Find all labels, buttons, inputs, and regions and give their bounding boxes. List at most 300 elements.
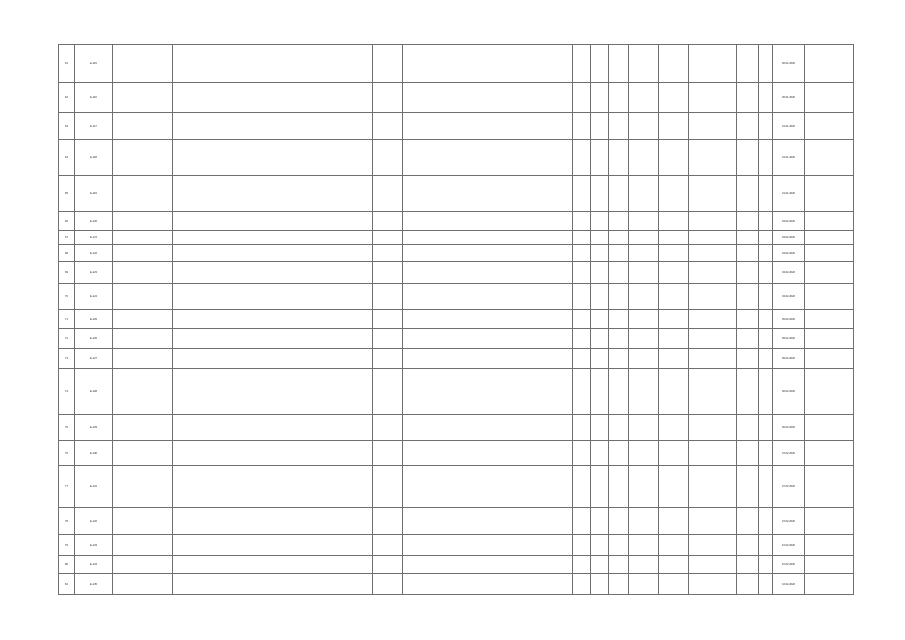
category-cell <box>689 284 737 310</box>
applicant-cell <box>113 212 173 231</box>
table-row <box>59 176 854 212</box>
document-number-cell: Е-115 <box>75 45 113 83</box>
table-row <box>59 369 854 415</box>
category-cell <box>689 176 737 212</box>
area-cell <box>573 83 591 113</box>
region-cell <box>373 45 403 83</box>
category-code-cell <box>737 284 759 310</box>
category-cell <box>689 45 737 83</box>
height-cell <box>609 45 629 83</box>
table-row <box>59 310 854 329</box>
subject-cell <box>173 441 373 466</box>
category-code-cell <box>737 349 759 369</box>
designer-cell <box>805 262 854 284</box>
address-cell <box>403 310 573 329</box>
class-cell <box>759 45 773 83</box>
region-cell <box>373 466 403 508</box>
row-number-cell: 68 <box>59 245 75 262</box>
area-cell <box>573 329 591 349</box>
height-cell <box>609 262 629 284</box>
class-cell <box>759 556 773 574</box>
row-number-cell: 62 <box>59 83 75 113</box>
region-cell <box>373 535 403 556</box>
category-cell <box>689 415 737 441</box>
category-code-cell <box>737 262 759 284</box>
designer-cell <box>805 369 854 415</box>
status-cell <box>629 508 659 535</box>
class-cell <box>759 310 773 329</box>
category-cell <box>689 83 737 113</box>
class-cell <box>759 284 773 310</box>
height-cell <box>609 369 629 415</box>
building-area-cell <box>591 140 609 176</box>
area-cell <box>573 262 591 284</box>
subject-cell <box>173 231 373 245</box>
designer-cell <box>805 176 854 212</box>
region-cell <box>373 349 403 369</box>
date-cell: 05.02.2020 <box>773 329 805 349</box>
address-cell <box>403 329 573 349</box>
authority-cell <box>659 212 689 231</box>
designer-cell <box>805 556 854 574</box>
status-cell <box>629 140 659 176</box>
status-cell <box>629 556 659 574</box>
region-cell <box>373 212 403 231</box>
document-number-cell: Е-119 <box>75 176 113 212</box>
building-area-cell <box>591 231 609 245</box>
designer-cell <box>805 284 854 310</box>
applicant-cell <box>113 415 173 441</box>
region-cell <box>373 284 403 310</box>
table-row <box>59 231 854 245</box>
authority-cell <box>659 231 689 245</box>
region-cell <box>373 245 403 262</box>
area-cell <box>573 140 591 176</box>
date-cell: 03.02.2020 <box>773 212 805 231</box>
class-cell <box>759 245 773 262</box>
region-cell <box>373 508 403 535</box>
applicant-cell <box>113 329 173 349</box>
building-area-cell <box>591 415 609 441</box>
table-row <box>59 508 854 535</box>
region-cell <box>373 262 403 284</box>
class-cell <box>759 535 773 556</box>
status-cell <box>629 231 659 245</box>
area-cell <box>573 113 591 140</box>
category-cell <box>689 466 737 508</box>
designer-cell <box>805 140 854 176</box>
building-area-cell <box>591 245 609 262</box>
table-row <box>59 349 854 369</box>
status-cell <box>629 466 659 508</box>
status-cell <box>629 415 659 441</box>
region-cell <box>373 415 403 441</box>
building-area-cell <box>591 349 609 369</box>
category-code-cell <box>737 535 759 556</box>
document-number-cell: Е-116 <box>75 83 113 113</box>
category-cell <box>689 140 737 176</box>
building-area-cell <box>591 466 609 508</box>
date-cell: 07.02.2020 <box>773 441 805 466</box>
document-number-cell: Е-122 <box>75 245 113 262</box>
class-cell <box>759 262 773 284</box>
date-cell: 05.02.2020 <box>773 310 805 329</box>
height-cell <box>609 349 629 369</box>
table-row <box>59 284 854 310</box>
document-number-cell: Е-130 <box>75 441 113 466</box>
area-cell <box>573 231 591 245</box>
table-row <box>59 574 854 595</box>
authority-cell <box>659 349 689 369</box>
document-number-cell: Е-133 <box>75 535 113 556</box>
building-area-cell <box>591 284 609 310</box>
height-cell <box>609 415 629 441</box>
area-cell <box>573 556 591 574</box>
status-cell <box>629 441 659 466</box>
address-cell <box>403 574 573 595</box>
row-number-cell: 63 <box>59 113 75 140</box>
height-cell <box>609 535 629 556</box>
building-area-cell <box>591 369 609 415</box>
region-cell <box>373 556 403 574</box>
class-cell <box>759 441 773 466</box>
authority-cell <box>659 574 689 595</box>
authority-cell <box>659 245 689 262</box>
row-number-cell: 66 <box>59 212 75 231</box>
applicant-cell <box>113 310 173 329</box>
status-cell <box>629 176 659 212</box>
region-cell <box>373 310 403 329</box>
document-number-cell: Е-134 <box>75 556 113 574</box>
designer-cell <box>805 574 854 595</box>
designer-cell <box>805 310 854 329</box>
category-cell <box>689 574 737 595</box>
address-cell <box>403 140 573 176</box>
area-cell <box>573 176 591 212</box>
category-cell <box>689 212 737 231</box>
authority-cell <box>659 113 689 140</box>
authority-cell <box>659 441 689 466</box>
height-cell <box>609 140 629 176</box>
document-number-cell: Е-135 <box>75 574 113 595</box>
address-cell <box>403 349 573 369</box>
address-cell <box>403 415 573 441</box>
address-cell <box>403 45 573 83</box>
category-cell <box>689 369 737 415</box>
subject-cell <box>173 310 373 329</box>
category-cell <box>689 245 737 262</box>
authority-cell <box>659 556 689 574</box>
status-cell <box>629 83 659 113</box>
row-number-cell: 74 <box>59 369 75 415</box>
designer-cell <box>805 245 854 262</box>
subject-cell <box>173 176 373 212</box>
table-row <box>59 535 854 556</box>
row-number-cell: 76 <box>59 441 75 466</box>
building-area-cell <box>591 574 609 595</box>
document-number-cell: Е-117 <box>75 113 113 140</box>
designer-cell <box>805 113 854 140</box>
date-cell: 30.01.2020 <box>773 45 805 83</box>
region-cell <box>373 574 403 595</box>
category-code-cell <box>737 176 759 212</box>
status-cell <box>629 245 659 262</box>
row-number-cell: 70 <box>59 284 75 310</box>
subject-cell <box>173 245 373 262</box>
subject-cell <box>173 212 373 231</box>
building-area-cell <box>591 45 609 83</box>
status-cell <box>629 349 659 369</box>
category-code-cell <box>737 415 759 441</box>
applicant-cell <box>113 45 173 83</box>
category-cell <box>689 556 737 574</box>
authority-cell <box>659 415 689 441</box>
height-cell <box>609 441 629 466</box>
document-number-cell: Е-125 <box>75 310 113 329</box>
area-cell <box>573 508 591 535</box>
document-number-cell: Е-132 <box>75 508 113 535</box>
document-number-cell: Е-124 <box>75 284 113 310</box>
row-number-cell: 69 <box>59 262 75 284</box>
table-row <box>59 140 854 176</box>
status-cell <box>629 212 659 231</box>
area-cell <box>573 284 591 310</box>
building-area-cell <box>591 83 609 113</box>
row-number-cell: 75 <box>59 415 75 441</box>
category-code-cell <box>737 83 759 113</box>
table-row <box>59 329 854 349</box>
category-code-cell <box>737 212 759 231</box>
document-number-cell: Е-121 <box>75 231 113 245</box>
date-cell: 06.02.2020 <box>773 369 805 415</box>
register-rows <box>59 45 854 595</box>
authority-cell <box>659 262 689 284</box>
height-cell <box>609 176 629 212</box>
category-cell <box>689 508 737 535</box>
status-cell <box>629 535 659 556</box>
authority-cell <box>659 310 689 329</box>
status-cell <box>629 369 659 415</box>
applicant-cell <box>113 262 173 284</box>
designer-cell <box>805 441 854 466</box>
address-cell <box>403 284 573 310</box>
building-area-cell <box>591 556 609 574</box>
document-number-cell: Е-128 <box>75 369 113 415</box>
date-cell: 10.02.2020 <box>773 574 805 595</box>
status-cell <box>629 284 659 310</box>
authority-cell <box>659 140 689 176</box>
applicant-cell <box>113 83 173 113</box>
area-cell <box>573 415 591 441</box>
row-number-cell: 79 <box>59 535 75 556</box>
table-row <box>59 113 854 140</box>
category-cell <box>689 441 737 466</box>
applicant-cell <box>113 556 173 574</box>
height-cell <box>609 466 629 508</box>
table-row <box>59 262 854 284</box>
building-area-cell <box>591 212 609 231</box>
row-number-cell: 67 <box>59 231 75 245</box>
subject-cell <box>173 535 373 556</box>
applicant-cell <box>113 441 173 466</box>
height-cell <box>609 556 629 574</box>
category-cell <box>689 535 737 556</box>
category-cell <box>689 329 737 349</box>
height-cell <box>609 231 629 245</box>
region-cell <box>373 231 403 245</box>
document-number-cell: Е-129 <box>75 415 113 441</box>
class-cell <box>759 140 773 176</box>
document-number-cell: Е-118 <box>75 140 113 176</box>
category-code-cell <box>737 140 759 176</box>
date-cell: 07.02.2020 <box>773 466 805 508</box>
subject-cell <box>173 466 373 508</box>
applicant-cell <box>113 466 173 508</box>
height-cell <box>609 83 629 113</box>
region-cell <box>373 113 403 140</box>
status-cell <box>629 262 659 284</box>
designer-cell <box>805 45 854 83</box>
applicant-cell <box>113 113 173 140</box>
address-cell <box>403 556 573 574</box>
category-code-cell <box>737 45 759 83</box>
status-cell <box>629 329 659 349</box>
class-cell <box>759 574 773 595</box>
height-cell <box>609 329 629 349</box>
class-cell <box>759 113 773 140</box>
designer-cell <box>805 329 854 349</box>
designer-cell <box>805 349 854 369</box>
height-cell <box>609 245 629 262</box>
designer-cell <box>805 231 854 245</box>
area-cell <box>573 369 591 415</box>
applicant-cell <box>113 231 173 245</box>
subject-cell <box>173 83 373 113</box>
subject-cell <box>173 45 373 83</box>
category-cell <box>689 231 737 245</box>
row-number-cell: 78 <box>59 508 75 535</box>
table-row <box>59 441 854 466</box>
designer-cell <box>805 508 854 535</box>
height-cell <box>609 508 629 535</box>
authority-cell <box>659 329 689 349</box>
designer-cell <box>805 535 854 556</box>
subject-cell <box>173 140 373 176</box>
address-cell <box>403 369 573 415</box>
region-cell <box>373 140 403 176</box>
applicant-cell <box>113 535 173 556</box>
table-row <box>59 245 854 262</box>
status-cell <box>629 310 659 329</box>
subject-cell <box>173 369 373 415</box>
address-cell <box>403 262 573 284</box>
region-cell <box>373 83 403 113</box>
applicant-cell <box>113 508 173 535</box>
subject-cell <box>173 556 373 574</box>
subject-cell <box>173 262 373 284</box>
category-code-cell <box>737 329 759 349</box>
class-cell <box>759 212 773 231</box>
class-cell <box>759 508 773 535</box>
status-cell <box>629 45 659 83</box>
category-code-cell <box>737 231 759 245</box>
table-row <box>59 45 854 83</box>
date-cell: 03.02.2020 <box>773 231 805 245</box>
status-cell <box>629 113 659 140</box>
class-cell <box>759 231 773 245</box>
address-cell <box>403 83 573 113</box>
applicant-cell <box>113 176 173 212</box>
category-code-cell <box>737 245 759 262</box>
table-row <box>59 415 854 441</box>
status-cell <box>629 574 659 595</box>
row-number-cell: 71 <box>59 310 75 329</box>
authority-cell <box>659 466 689 508</box>
subject-cell <box>173 349 373 369</box>
designer-cell <box>805 415 854 441</box>
building-area-cell <box>591 262 609 284</box>
authority-cell <box>659 535 689 556</box>
document-number-cell: Е-123 <box>75 262 113 284</box>
date-cell: 04.02.2020 <box>773 284 805 310</box>
row-number-cell: 81 <box>59 574 75 595</box>
date-cell: 05.02.2020 <box>773 349 805 369</box>
applicant-cell <box>113 349 173 369</box>
building-area-cell <box>591 508 609 535</box>
building-area-cell <box>591 113 609 140</box>
category-code-cell <box>737 466 759 508</box>
area-cell <box>573 441 591 466</box>
category-cell <box>689 349 737 369</box>
applicant-cell <box>113 245 173 262</box>
address-cell <box>403 245 573 262</box>
height-cell <box>609 284 629 310</box>
date-cell: 04.02.2020 <box>773 245 805 262</box>
date-cell: 06.02.2020 <box>773 415 805 441</box>
date-cell: 30.01.2020 <box>773 83 805 113</box>
subject-cell <box>173 284 373 310</box>
authority-cell <box>659 176 689 212</box>
height-cell <box>609 574 629 595</box>
category-cell <box>689 113 737 140</box>
class-cell <box>759 466 773 508</box>
height-cell <box>609 310 629 329</box>
authority-cell <box>659 508 689 535</box>
building-area-cell <box>591 441 609 466</box>
region-cell <box>373 176 403 212</box>
table-row <box>59 556 854 574</box>
row-number-cell: 72 <box>59 329 75 349</box>
date-cell: 07.02.2020 <box>773 508 805 535</box>
register-table <box>58 44 854 595</box>
building-area-cell <box>591 329 609 349</box>
address-cell <box>403 508 573 535</box>
area-cell <box>573 45 591 83</box>
area-cell <box>573 310 591 329</box>
subject-cell <box>173 113 373 140</box>
class-cell <box>759 369 773 415</box>
area-cell <box>573 574 591 595</box>
applicant-cell <box>113 284 173 310</box>
date-cell: 10.02.2020 <box>773 556 805 574</box>
area-cell <box>573 245 591 262</box>
area-cell <box>573 535 591 556</box>
address-cell <box>403 212 573 231</box>
area-cell <box>573 349 591 369</box>
row-number-cell: 61 <box>59 45 75 83</box>
address-cell <box>403 231 573 245</box>
building-area-cell <box>591 310 609 329</box>
